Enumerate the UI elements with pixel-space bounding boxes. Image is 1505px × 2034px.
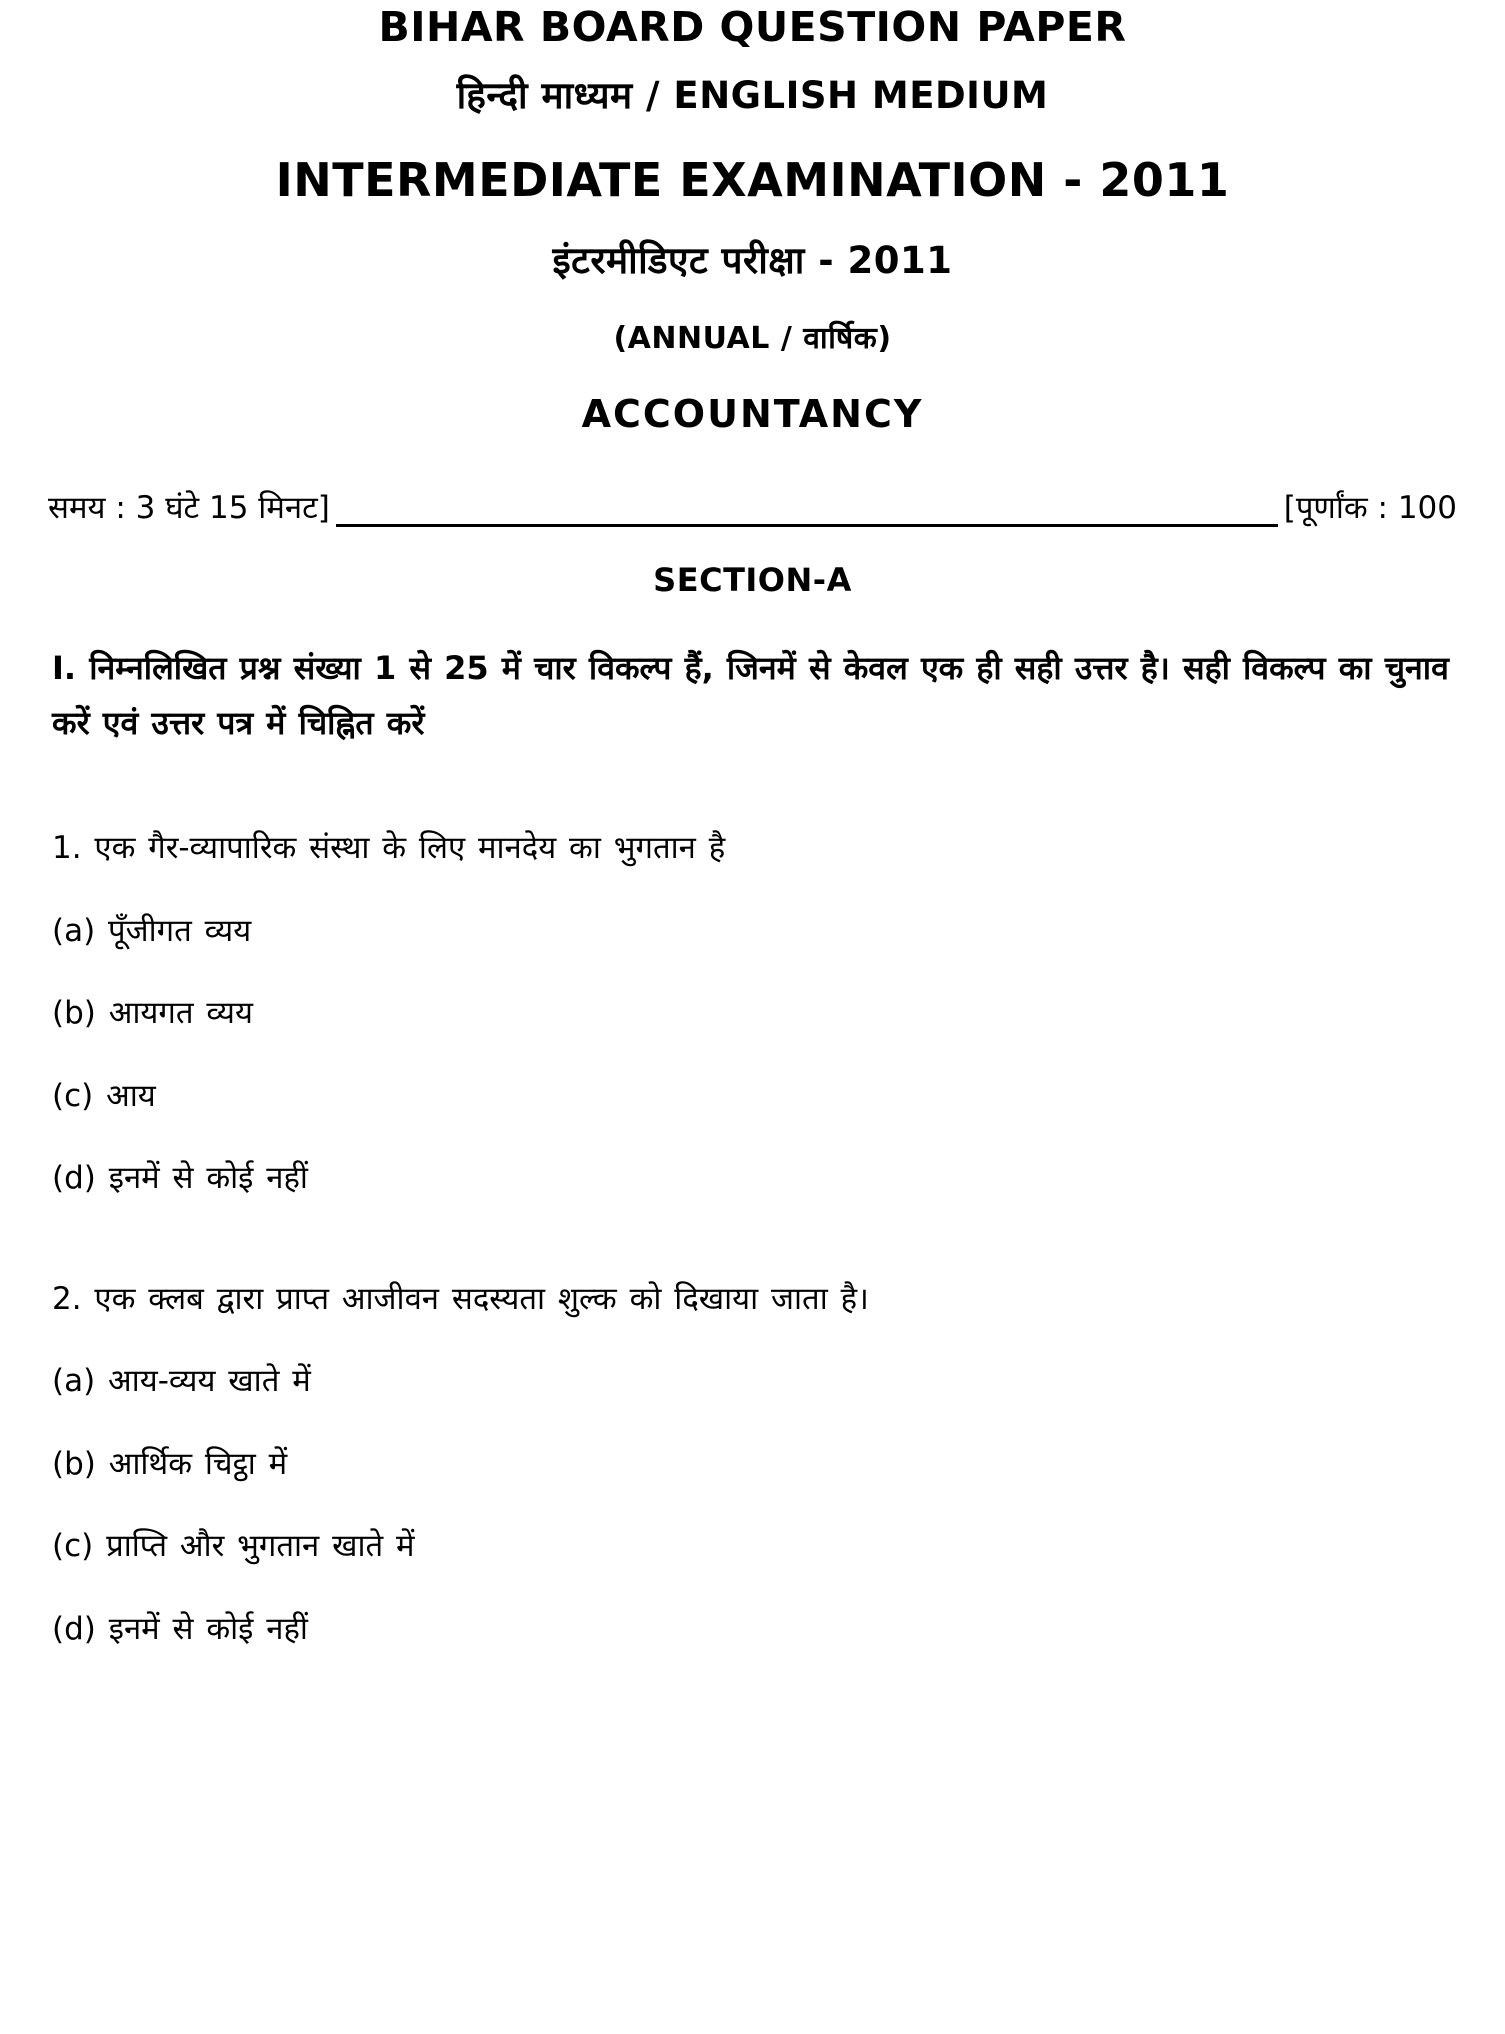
- time-marks-row: [48, 478, 1457, 527]
- option-d[interactable]: (d) इनमें से कोई नहीं: [52, 1610, 308, 1647]
- question-statement: 1. एक गैर-व्यापारिक संस्था के लिए मानदेय का भुगतान है: [52, 830, 726, 867]
- option-a[interactable]: (a) पूँजीगत व्यय: [52, 912, 252, 949]
- medium-line: हिन्दी माध्यम / ENGLISH MEDIUM: [456, 74, 1049, 118]
- question-block: [52, 825, 1453, 1202]
- question-statement: 2. एक क्लब द्वारा प्राप्त आजीवन सदस्यता शुल्क को दिखाया जाता है।: [52, 1280, 869, 1317]
- exam-title-english: INTERMEDIATE EXAMINATION - 2011: [275, 152, 1230, 207]
- instruction-text: I. निम्नलिखित प्रश्न संख्या 1 से 25 में चार विकल्प हैं, जिनमें से केवल एक ही सही उत्तर है। सही विकल्प का चुनाव करें एवं उत्तर पत्र में चिह्नित करें: [52, 649, 1449, 743]
- exam-duration: समय : 3 घंटे 15 मिनट]: [48, 489, 336, 528]
- exam-title-hindi: इंटरमीडिएट परीक्षा - 2011: [552, 239, 953, 283]
- option-b[interactable]: (b) आर्थिक चिट्ठा में: [52, 1445, 288, 1482]
- option-d[interactable]: (d) इनमें से कोई नहीं: [52, 1160, 308, 1197]
- subject-title: ACCOUNTANCY: [581, 391, 924, 436]
- option-a[interactable]: (a) आय-व्यय खाते में: [52, 1363, 311, 1400]
- option-c[interactable]: (c) आय: [52, 1077, 156, 1114]
- question-block: [52, 1276, 1453, 1653]
- board-title: BIHAR BOARD QUESTION PAPER: [378, 3, 1127, 51]
- option-b[interactable]: (b) आयगत व्यय: [52, 995, 253, 1032]
- exam-type: (ANNUAL / वार्षिक): [613, 321, 892, 357]
- paper-header: [52, 0, 1453, 434]
- option-c[interactable]: (c) प्राप्ति और भुगतान खाते में: [52, 1528, 415, 1565]
- section-heading: SECTION-A: [653, 561, 852, 600]
- full-marks: [पूर्णांक : 100: [1278, 489, 1457, 528]
